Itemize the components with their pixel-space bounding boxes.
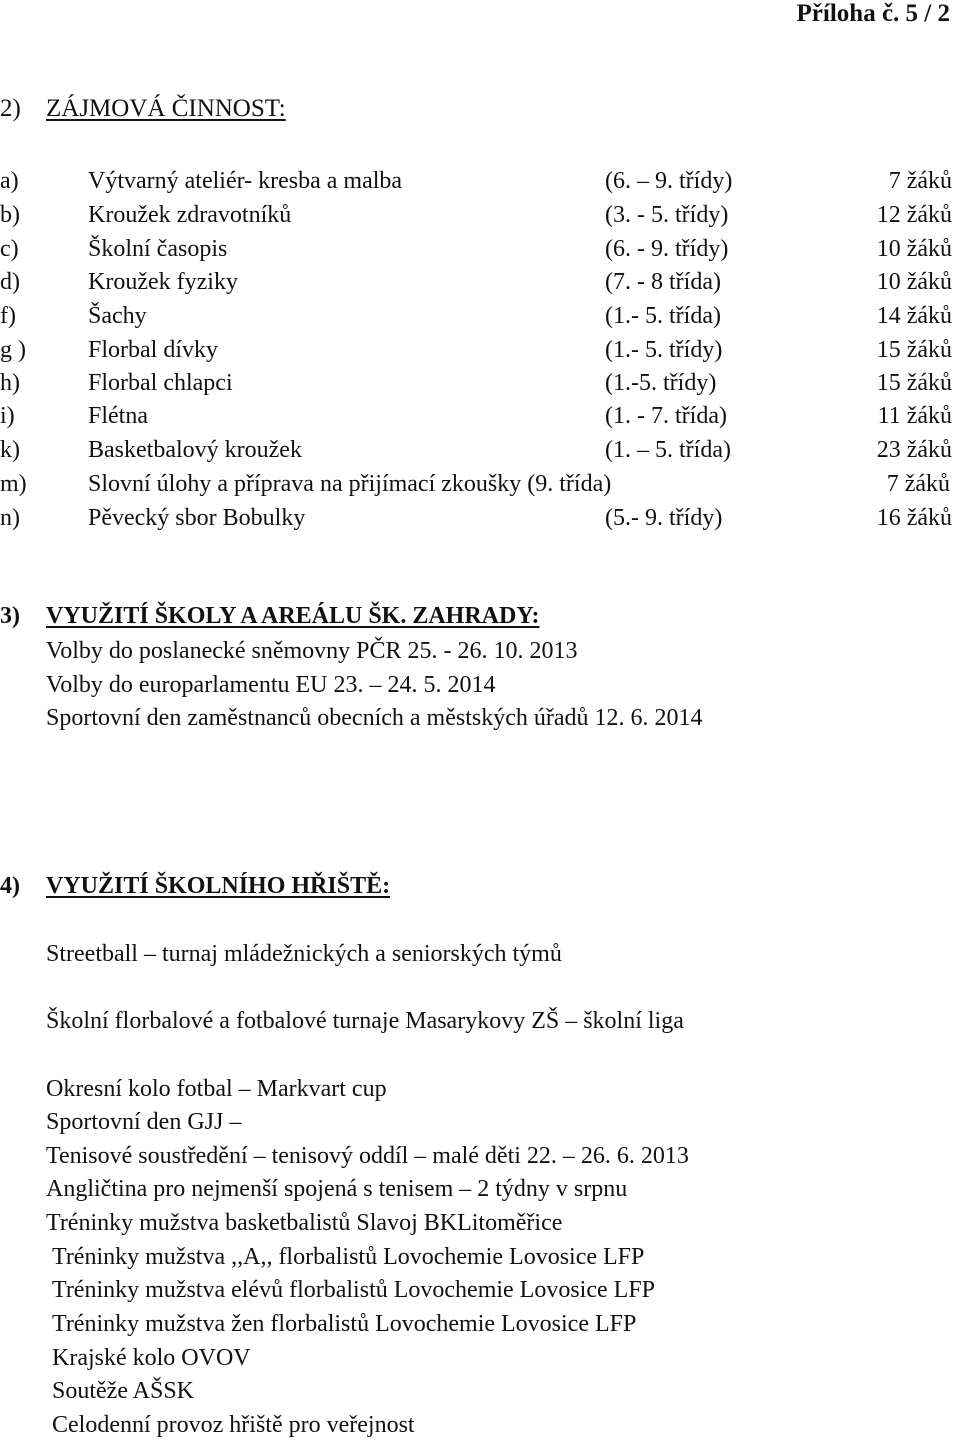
playground-use-line: Sportovní den GJJ –: [46, 1109, 242, 1135]
playground-use-line: Tréninky mužstva basketbalistů Slavoj BKLitoměřice: [46, 1210, 563, 1236]
activity-letter: f): [0, 303, 16, 329]
section-number: 2): [0, 95, 21, 122]
activity-letter: n): [0, 505, 20, 531]
activity-count: 10 žáků: [876, 236, 952, 262]
activity-grade: (6. – 9. třídy): [605, 168, 733, 194]
activity-letter: i): [0, 403, 15, 429]
activity-grade: (6. - 9. třídy): [605, 236, 729, 262]
activity-name: Flétna: [88, 403, 148, 429]
activity-count: 11 žáků: [877, 403, 952, 429]
activity-count: 7 žáků: [886, 471, 950, 497]
playground-use-line: Angličtina pro nejmenší spojená s tenisem – 2 týdny v srpnu: [46, 1176, 628, 1202]
activity-count: 12 žáků: [876, 202, 952, 228]
playground-use-line: Soutěže AŠSK: [52, 1378, 195, 1404]
activity-row: [0, 403, 960, 437]
activity-grade: (1.-5. třídy): [605, 370, 717, 396]
activity-count: 15 žáků: [876, 337, 952, 363]
activity-name: Slovní úlohy a příprava na přijímací zkoušky (9. třída): [88, 471, 612, 497]
playground-use-line: Streetball – turnaj mládežnických a seniorských týmů: [46, 941, 562, 967]
section-title: VYUŽITÍ ŠKOLNÍHO HŘIŠTĚ:: [46, 873, 391, 899]
activity-count: 14 žáků: [876, 303, 952, 329]
school-use-line: Volby do europarlamentu EU 23. – 24. 5. 2014: [46, 672, 496, 698]
playground-use-line: Celodenní provoz hřiště pro veřejnost: [52, 1412, 415, 1438]
playground-use-line: Krajské kolo OVOV: [52, 1345, 251, 1371]
section-title: VYUŽITÍ ŠKOLY A AREÁLU ŠK. ZAHRADY:: [46, 603, 540, 629]
activity-name: Basketbalový kroužek: [88, 437, 302, 463]
section-heading-interest-activities: [0, 95, 286, 123]
playground-use-line: Tenisové soustředění – tenisový oddíl – malé děti 22. – 26. 6. 2013: [46, 1143, 689, 1169]
activity-row: [0, 303, 960, 337]
activity-count: 15 žáků: [876, 370, 952, 396]
activity-row: [0, 337, 960, 371]
activity-grade: (1.- 5. třída): [605, 303, 721, 329]
activity-letter: b): [0, 202, 20, 228]
activity-letter: a): [0, 168, 19, 194]
activity-row: [0, 168, 960, 202]
activity-name: Školní časopis: [88, 236, 228, 262]
activity-name: Výtvarný ateliér- kresba a malba: [88, 168, 403, 194]
activity-row: [0, 437, 960, 471]
activity-grade: (1. – 5. třída): [605, 437, 731, 463]
activity-grade: (1.- 5. třídy): [605, 337, 723, 363]
activity-row: [0, 269, 960, 303]
activity-count: 23 žáků: [876, 437, 952, 463]
activity-name: Šachy: [88, 303, 147, 329]
activity-row: [0, 236, 960, 270]
activity-grade: (5.- 9. třídy): [605, 505, 723, 531]
playground-use-line: Tréninky mužstva žen florbalistů Lovochemie Lovosice LFP: [52, 1311, 637, 1337]
activity-row: [0, 505, 960, 539]
activity-row: [0, 471, 960, 505]
playground-use-line: Školní florbalové a fotbalové turnaje Masarykovy ZŠ – školní liga: [46, 1008, 684, 1034]
playground-use-line: Tréninky mužstva ,,A,, florbalistů Lovochemie Lovosice LFP: [52, 1244, 645, 1270]
section-heading-school-use: [0, 603, 539, 630]
activity-letter: c): [0, 236, 19, 262]
section-number: 3): [0, 603, 20, 629]
activity-letter: h): [0, 370, 20, 396]
activity-name: Florbal dívky: [88, 337, 218, 363]
activity-count: 10 žáků: [876, 269, 952, 295]
section-number: 4): [0, 873, 20, 899]
activity-row: [0, 202, 960, 236]
section-heading-playground-use: [0, 873, 390, 900]
activity-name: Florbal chlapci: [88, 370, 233, 396]
playground-use-line: Tréninky mužstva elévů florbalistů Lovochemie Lovosice LFP: [52, 1277, 656, 1303]
section-title: ZÁJMOVÁ ČINNOST:: [46, 95, 286, 122]
activity-letter: d): [0, 269, 20, 295]
playground-use-line: Okresní kolo fotbal – Markvart cup: [46, 1076, 387, 1102]
activity-name: Pěvecký sbor Bobulky: [88, 505, 306, 531]
activity-letter: m): [0, 471, 27, 497]
activity-letter: k): [0, 437, 20, 463]
school-use-line: Sportovní den zaměstnanců obecních a městských úřadů 12. 6. 2014: [46, 705, 703, 731]
attachment-label: Příloha č. 5 / 2: [796, 0, 950, 27]
activity-name: Kroužek zdravotníků: [88, 202, 292, 228]
activity-name: Kroužek fyziky: [88, 269, 238, 295]
activity-letter: g ): [0, 337, 26, 363]
activity-row: [0, 370, 960, 404]
activity-grade: (3. - 5. třídy): [605, 202, 729, 228]
activity-count: 7 žáků: [888, 168, 952, 194]
activity-grade: (7. - 8 třída): [605, 269, 721, 295]
school-use-line: Volby do poslanecké sněmovny PČR 25. - 26. 10. 2013: [46, 638, 578, 664]
activity-count: 16 žáků: [876, 505, 952, 531]
activity-grade: (1. - 7. třída): [605, 403, 727, 429]
